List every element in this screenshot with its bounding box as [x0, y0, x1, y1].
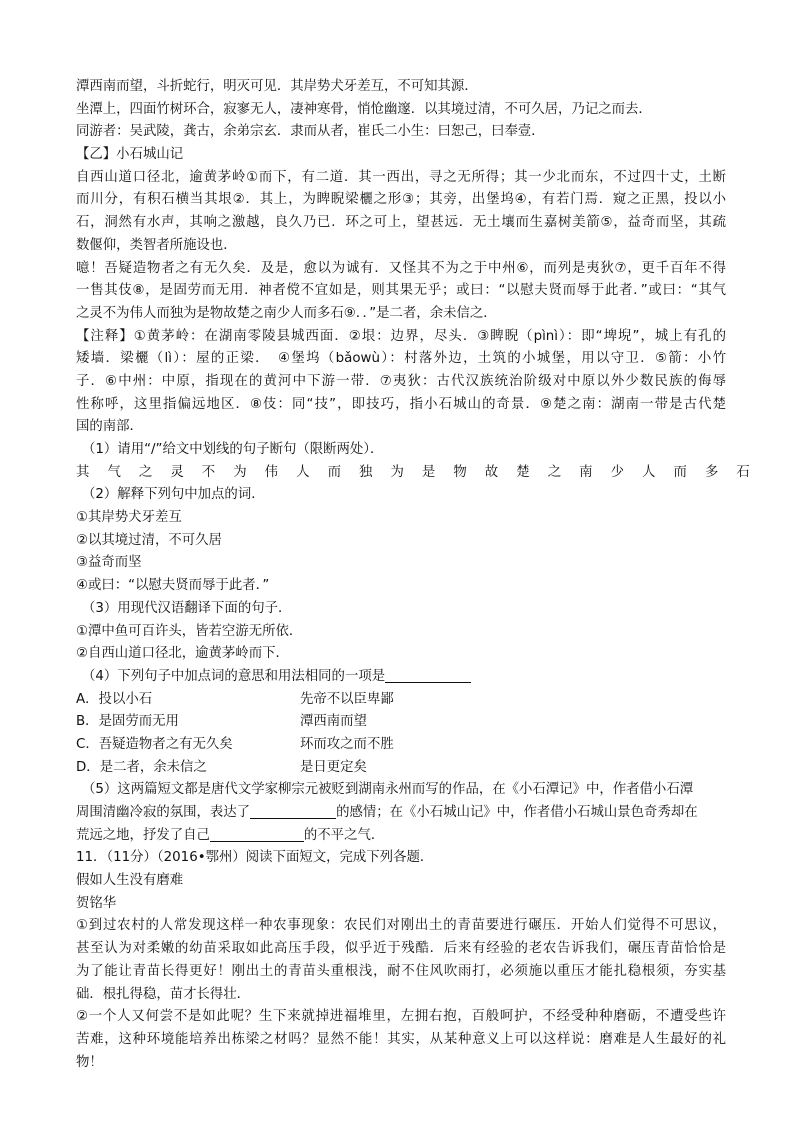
question-5-line-2: 周围清幽冷寂的氛围，表达了 的感情；在《小石城山记》中，作者借小石城山景色奇秀却在: [76, 805, 698, 820]
option-label: A．投以小石: [76, 691, 153, 707]
text-line: 坐潭上，四面竹树环合，寂寥无人，凄神寒骨，悄怆幽邃．以其境过清，不可久居，乃记之而去．: [76, 101, 652, 117]
text-line: 一售其伎⑧，是固劳而无用．神者傥不宜如是，则其果无乎；或曰：“以慰夫贤而辱于此者．”或曰：“其气: [76, 283, 726, 299]
text-line: ②以其境过清，不可久居: [76, 532, 222, 548]
text-line: 同游者：吴武陵，龚古，余弟宗玄．隶而从者，崔氏二小生：曰恕己，曰奉壹．: [76, 124, 545, 140]
option-compare: 是日更定矣: [300, 759, 367, 775]
text-line: 础．根扎得稳，苗才长得壮．: [76, 986, 251, 1002]
answer-blank: [210, 827, 304, 842]
option-label: C．吾疑造物者之有无久矣: [76, 736, 233, 752]
text-line: 子．⑥中州：中原，指现在的黄河中下游一带．⑦夷狄：古代汉族统治阶级对中原以外少数民族的侮辱: [76, 373, 726, 389]
answer-blank: [250, 804, 336, 819]
question-4-text: （4）下列句子中加点词的意思和用法相同的一项是: [82, 668, 386, 684]
text-line: （3）用现代汉语翻译下面的句子．: [82, 600, 292, 616]
text-line: ③益奇而坚: [76, 555, 142, 571]
text-line: ①潭中鱼可百许头，皆若空游无所依．: [76, 623, 303, 639]
option-row: [76, 734, 726, 757]
text-line: 贺铭华: [76, 895, 117, 911]
option-label: D．是二者，余未信之: [76, 759, 207, 775]
text-line: 而川分，有积石横当其垠②．其上，为睥睨梁欐之形③；其旁，出堡坞④，有若门焉．窥之正黑，投以小: [76, 192, 726, 208]
question-4-stem: [76, 666, 726, 689]
question-4-options: [76, 689, 726, 780]
text-line: 数偃仰，类智者所施设也．: [76, 237, 237, 253]
option-compare: 潭西南而望: [300, 714, 367, 730]
lower-section: [76, 847, 726, 1074]
answer-blank: [385, 668, 471, 683]
text-line: 之灵不为伟人而独为是物故楚之南少人而多石⑨．．”是二者，余未信之．: [76, 305, 497, 321]
text-line: ①到过农村的人常发现这样一种农事现象：农民们对刚出土的青苗要进行碾压．开始人们觉得不可思议，: [76, 918, 726, 934]
text-line: ②自西山道口径北，逾黄茅岭而下．: [76, 646, 289, 662]
text-line: 石，洞然有水声，其响之激越，良久乃已．环之可上，望甚远．无土壤而生嘉树美箭⑤，益奇而坚，其疏: [76, 215, 726, 231]
text-line: ①其岸势犬牙差互: [76, 510, 182, 526]
text-line: 苦难，这种环境能培养出栋梁之材吗？显然不能！其实，从某种意义上可以这样说：磨难是人生最好的礼: [76, 1031, 726, 1047]
text-line: 物！: [76, 1054, 103, 1070]
text-line: ②一个人又何尝不是如此呢？生下来就掉进福堆里，左拥右抱，百般呵护，不经受种种磨砺，不遭受些许: [76, 1009, 726, 1025]
text-line: 11．（11分）（2016•鄂州）阅读下面短文，完成下列各题．: [76, 850, 434, 866]
option-row: [76, 711, 726, 734]
option-label: B．是固劳而无用: [76, 714, 179, 730]
upper-section: [76, 76, 757, 666]
text-line: 性称呼，这里指偏远地区．⑧伎：同“技”，即技巧，指小石城山的奇景．⑨楚之南：湖南一带是古代楚: [76, 396, 726, 412]
text-line: 国的南部．: [76, 419, 143, 435]
option-row: [76, 757, 726, 780]
text-line: ④或曰：“以慰夫贤而辱于此者．”: [76, 578, 270, 594]
text-line: 潭西南而望，斗折蛇行，明灭可见．其岸势犬牙差互，不可知其源．: [76, 79, 478, 94]
option-compare: 环而攻之而不胜: [300, 736, 394, 752]
text-line: 为了能让青苗长得更好！刚出土的青苗头重根浅，耐不住风吹雨打，必须施以重压才能扎稳根须，夯实基: [76, 963, 726, 979]
text-line: 其 气 之 灵 不 为 伟 人 而 独 为 是 物 故 楚 之 南 少 人 而 多 石: [76, 464, 757, 480]
question-5-line-1: （5）这两篇短文都是唐代文学家柳宗元被贬到湖南永州而写的作品，在《小石潭记》中，作者借小石潭: [82, 782, 694, 798]
question-5-line-3: 荒远之地，抒发了自己 的不平之气．: [76, 827, 385, 843]
text-line: 自西山道口径北，逾黄茅岭①而下，有二道．其一西出，寻之无所得；其一少北而东，不过四十丈，土断: [76, 169, 726, 185]
text-line: 【注释】①黄茅岭：在湖南零陵县城西面．②垠：边界，尽头．③睥睨（pìnì）：即“埤堄”，城上有孔的: [76, 328, 726, 344]
text-line: 【乙】小石城山记: [76, 147, 184, 163]
option-compare: 先帝不以臣卑鄙: [300, 691, 394, 707]
text-line: 假如人生没有磨难: [76, 873, 184, 889]
text-line: 噫！吾疑造物者之有无久矣．及是，愈以为诚有．又怪其不为之于中州⑥，而列是夷狄⑦，更千百年不得: [76, 260, 726, 276]
option-row: [76, 689, 726, 712]
text-line: 矮墙．梁欐（lì）：屋的正梁． ④堡坞（bǎowù）：村落外边，土筑的小城堡，用以守卫．⑤箭：小竹: [76, 351, 726, 367]
text-line: 甚至认为对柔嫩的幼苗采取如此高压手段，似乎近于残酷．后来有经验的老农告诉我们，碾压青苗恰恰是: [76, 941, 726, 957]
text-line: （1）请用“/”给文中划线的句子断句（限断两处）．: [82, 442, 384, 457]
text-line: （2）解释下列句中加点的词．: [82, 487, 265, 503]
document-page: [76, 76, 757, 1074]
